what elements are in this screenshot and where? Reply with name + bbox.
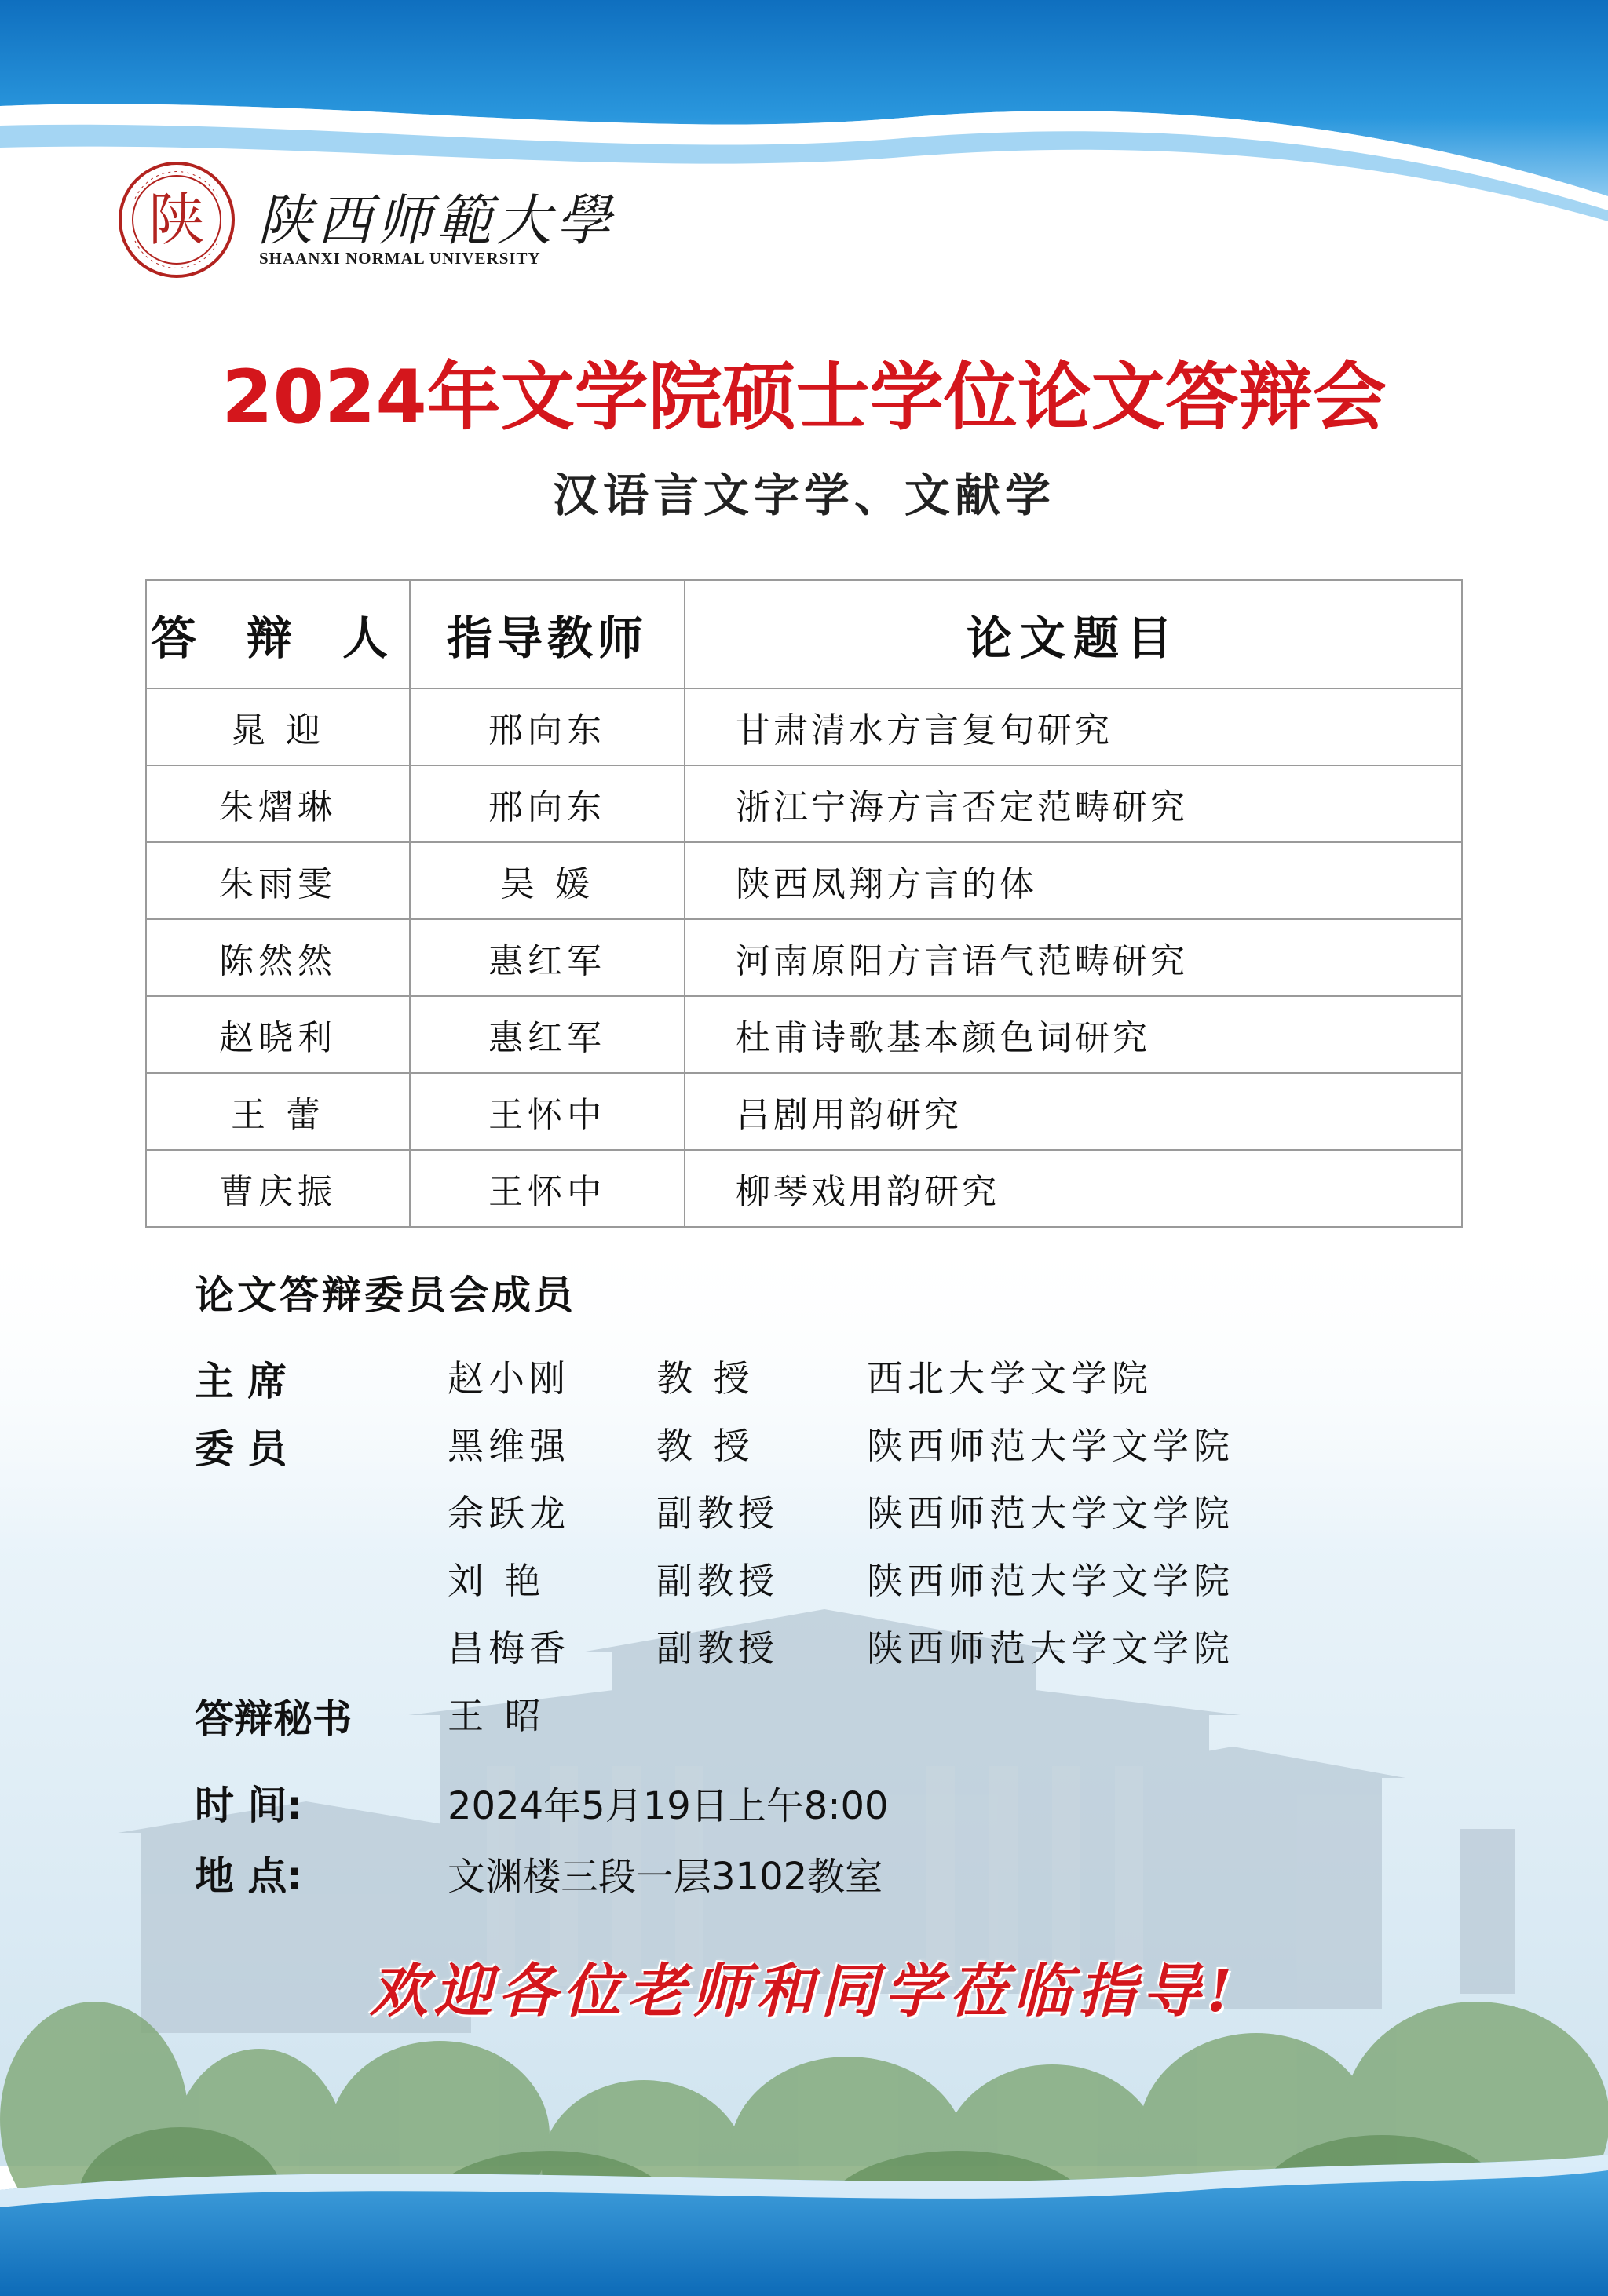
seal-character: 陕 — [148, 187, 205, 253]
place-label: 地 点: — [195, 1853, 303, 1899]
place-value: 文渊楼三段一层3102教室 — [448, 1855, 883, 1899]
member-name: 赵小刚 — [448, 1357, 570, 1400]
table-header-row — [146, 580, 1462, 688]
thesis-topic: 陕西凤翔方言的体 — [685, 842, 1462, 919]
advisor-name: 邢向东 — [410, 765, 685, 842]
member-institution: 陕西师范大学文学院 — [867, 1560, 1234, 1602]
student-name: 晁 迎 — [146, 688, 410, 765]
header-topic: 论文题目 — [685, 580, 1462, 688]
member-name: 昌梅香 — [448, 1627, 570, 1670]
advisor-name: 邢向东 — [410, 688, 685, 765]
thesis-topic: 浙江宁海方言否定范畴研究 — [685, 765, 1462, 842]
advisor-name: 惠红军 — [410, 919, 685, 996]
member-rank: 副教授 — [656, 1492, 779, 1535]
university-name-en: SHAANXI NORMAL UNIVERSITY — [259, 249, 541, 268]
thesis-topic: 甘肃清水方言复句研究 — [685, 688, 1462, 765]
student-name: 曹庆振 — [146, 1150, 410, 1227]
member-institution: 西北大学文学院 — [867, 1357, 1153, 1400]
member-name: 黑维强 — [448, 1425, 570, 1467]
advisor-name: 惠红军 — [410, 996, 685, 1073]
table-row — [146, 688, 1462, 765]
time-value: 2024年5月19日上午8:00 — [448, 1784, 889, 1828]
student-name: 陈然然 — [146, 919, 410, 996]
member-name: 刘 艳 — [448, 1560, 546, 1602]
member-institution: 陕西师范大学文学院 — [867, 1492, 1234, 1535]
thesis-topic: 吕剧用韵研究 — [685, 1073, 1462, 1150]
table-row — [146, 1073, 1462, 1150]
member-name: 余跃龙 — [448, 1492, 570, 1535]
thesis-topic: 柳琴戏用韵研究 — [685, 1150, 1462, 1227]
page-title: 2024年文学院硕士学位论文答辩会 — [221, 355, 1387, 440]
member-rank: 教 授 — [656, 1357, 755, 1400]
table-row — [146, 842, 1462, 919]
thesis-topic: 杜甫诗歌基本颜色词研究 — [685, 996, 1462, 1073]
header-advisor: 指导教师 — [410, 580, 685, 688]
student-name: 王 蕾 — [146, 1073, 410, 1150]
member-role: 主 席 — [195, 1359, 287, 1404]
committee-heading: 论文答辩委员会成员 — [195, 1272, 576, 1318]
secretary-label: 答辩秘书 — [195, 1696, 352, 1742]
welcome-message: 欢迎各位老师和同学莅临指导! — [369, 1958, 1239, 2025]
page-subtitle: 汉语言文字学、文献学 — [552, 469, 1055, 522]
member-rank: 副教授 — [656, 1560, 779, 1602]
table-row — [146, 919, 1462, 996]
member-rank: 教 授 — [656, 1425, 755, 1467]
table-row — [146, 765, 1462, 842]
university-name-cn: 陕西师範大學 — [258, 188, 616, 253]
defense-table — [145, 579, 1463, 1228]
header-student: 答 辩 人 — [146, 580, 410, 688]
table-row — [146, 996, 1462, 1073]
student-name: 赵晓利 — [146, 996, 410, 1073]
secretary-name: 王 昭 — [448, 1695, 546, 1737]
member-institution: 陕西师范大学文学院 — [867, 1425, 1234, 1467]
time-label: 时 间: — [195, 1783, 303, 1828]
student-name: 朱熠琳 — [146, 765, 410, 842]
university-seal — [118, 161, 236, 279]
thesis-topic: 河南原阳方言语气范畴研究 — [685, 919, 1462, 996]
table-row — [146, 1150, 1462, 1227]
student-name: 朱雨雯 — [146, 842, 410, 919]
advisor-name: 王怀中 — [410, 1073, 685, 1150]
advisor-name: 吴 媛 — [410, 842, 685, 919]
advisor-name: 王怀中 — [410, 1150, 685, 1227]
member-role: 委 员 — [195, 1426, 287, 1472]
member-institution: 陕西师范大学文学院 — [867, 1627, 1234, 1670]
member-rank: 副教授 — [656, 1627, 779, 1670]
